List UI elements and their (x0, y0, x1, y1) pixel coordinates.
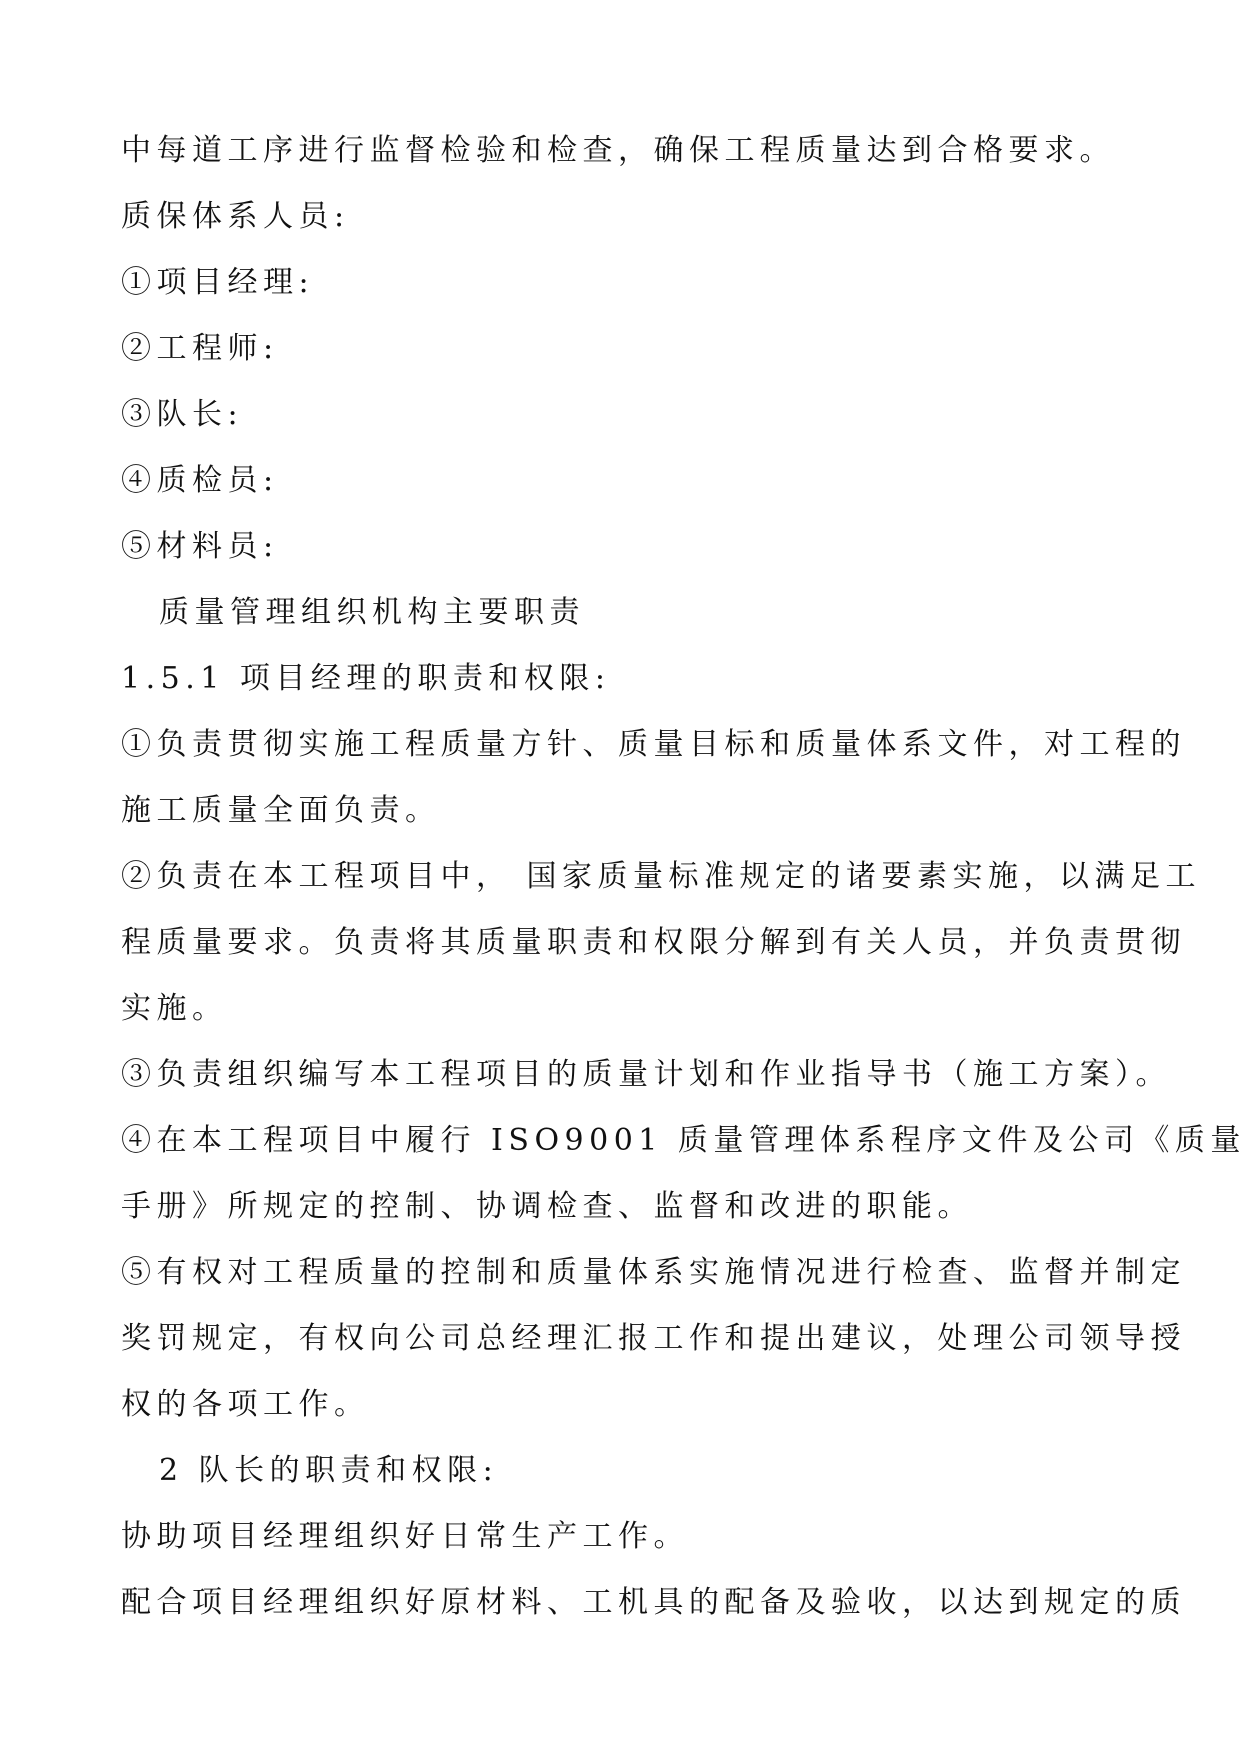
paragraph-line: 协助项目经理组织好日常生产工作。 (121, 1519, 689, 1554)
paragraph-line: 权的各项工作。 (121, 1387, 370, 1422)
staff-heading: 质保体系人员: (121, 199, 350, 234)
paragraph-line: 奖罚规定，有权向公司总经理汇报工作和提出建议，处理公司领导授 (121, 1321, 1186, 1356)
paragraph-line: ②负责在本工程项目中， 国家质量标准规定的诸要素实施，以满足工 (121, 859, 1202, 894)
staff-item-team-leader: ③队长: (121, 397, 244, 432)
paragraph-line: 程质量要求。负责将其质量职责和权限分解到有关人员，并负责贯彻 (121, 925, 1186, 960)
paragraph-line: 中每道工序进行监督检验和检查，确保工程质量达到合格要求。 (121, 133, 1115, 168)
paragraph-line: 手册》所规定的控制、协调检查、监督和改进的职能。 (121, 1189, 973, 1224)
document-body (121, 118, 1246, 1636)
staff-item-engineer: ②工程师: (121, 331, 279, 366)
paragraph-line: ⑤有权对工程质量的控制和质量体系实施情况进行检查、监督并制定 (121, 1255, 1186, 1290)
paragraph-line: 施工质量全面负责。 (121, 793, 441, 828)
paragraph-line: ①负责贯彻实施工程质量方针、质量目标和质量体系文件，对工程的 (121, 727, 1186, 762)
section-heading-responsibilities: 质量管理组织机构主要职责 (159, 595, 585, 630)
staff-item-material-clerk: ⑤材料员: (121, 529, 279, 564)
subsection-heading-team-leader: 2 队长的职责和权限: (159, 1453, 499, 1488)
paragraph-line: ③负责组织编写本工程项目的质量计划和作业指导书（施工方案）。 (121, 1057, 1171, 1092)
staff-item-inspector: ④质检员: (121, 463, 279, 498)
paragraph-line: 配合项目经理组织好原材料、工机具的配备及验收，以达到规定的质 (121, 1585, 1186, 1620)
staff-item-project-manager: ①项目经理: (121, 265, 315, 300)
subsection-heading-project-manager: 1.5.1 项目经理的职责和权限: (121, 661, 611, 696)
paragraph-line: ④在本工程项目中履行 ISO9001 质量管理体系程序文件及公司《质量 (121, 1123, 1246, 1158)
paragraph-line: 实施。 (121, 991, 228, 1026)
